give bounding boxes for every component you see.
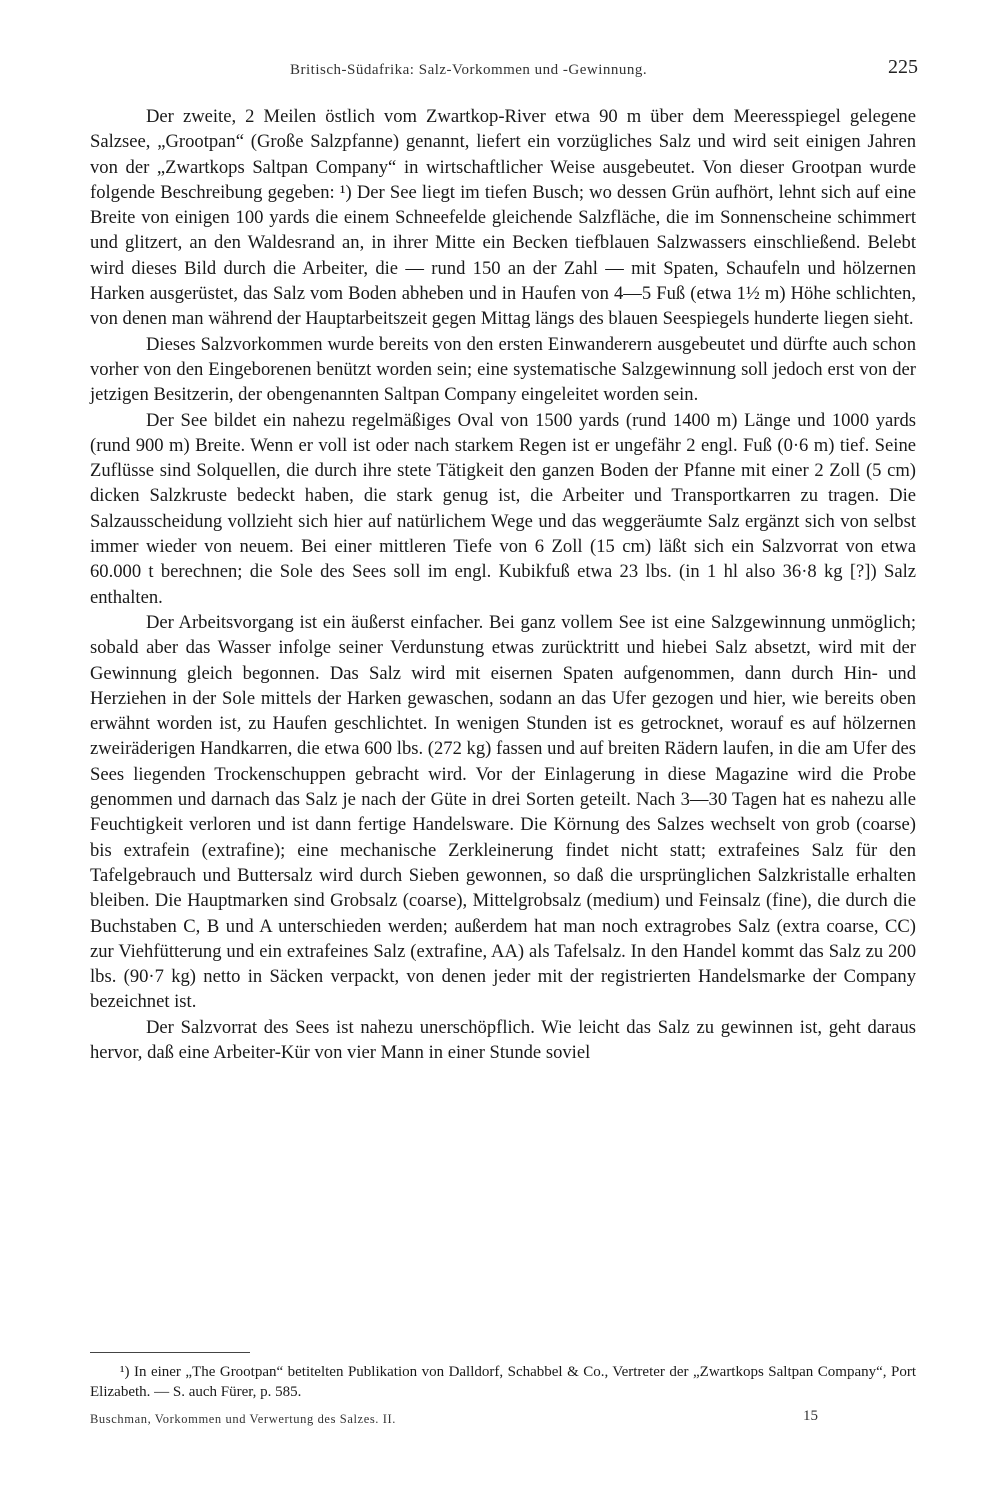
running-head: Britisch-Südafrika: Salz-Vorkommen und -Gewinnung. [290, 62, 648, 78]
body-text [90, 104, 916, 1065]
paragraph-2: Dieses Salzvorkommen wurde bereits von den ersten Einwanderern ausgebeutet und dürfte auch schon vorher von den Eingeborenen benützt worden sein; eine systematische Salzgewinnung soll jedoch erst von der jetzigen Besitzerin, der obengenannten Saltpan Company eingeleitet worden sein. [90, 333, 916, 406]
footnote-rule [90, 1352, 250, 1353]
paragraph-1: Der zweite, 2 Meilen östlich vom Zwartkop-River etwa 90 m über dem Meeresspiegel gelegene Salzsee, „Grootpan“ (Große Salzpfanne) genannt, liefert ein vorzügliches Salz und wird seit einigen Jahren von der „Zwartkops Saltpan Company“ in wirtschaftlicher Weise ausgebeutet. Von dieser Grootpan wurde folgende Beschreibung gegeben: ¹) Der See liegt im tiefen Busch; wo dessen Grün aufhört, lehnt sich auf eine Breite von einigen 100 yards die einem Schneefelde gleichende Salzfläche, die im Sonnenscheine schimmert und glitzert, an den Waldesrand an, in ihrer Mitte ein Becken tiefblauen Salzwassers einschließend. Belebt wird dieses Bild durch die Arbeiter, die — rund 150 an der Zahl — mit Spaten, Schaufeln und hölzernen Harken ausgerüstet, das Salz vom Boden abheben und in Haufen von 4—5 Fuß (etwa 1½ m) Höhe schlichten, von denen man während der Hauptarbeitszeit gegen Mittag längs des blauen Seespiegels hunderte liegen sieht. [90, 106, 916, 330]
paragraph-4: Der Arbeitsvorgang ist ein äußerst einfacher. Bei ganz vollem See ist eine Salzgewinnung unmöglich; sobald aber das Wasser infolge seiner Verdunstung etwas zurücktritt und hiebei Salz absetzt, wird mit der Gewinnung gleich begonnen. Das Salz wird mit eisernen Spaten aufgenommen, dann durch Hin- und Herziehen in der Sole mittels der Harken gewaschen, sodann an das Ufer gezogen und hier, wie bereits oben erwähnt worden ist, zu Haufen geschlichtet. In wenigen Stunden ist es getrocknet, worauf es auf hölzernen zweiräderigen Handkarren, die etwa 600 lbs. (272 kg) fassen und auf breiten Rädern laufen, in die am Ufer des Sees liegenden Trockenschuppen gebracht wird. Vor der Einlagerung in diese Magazine wird die Probe genommen und darnach das Salz je nach der Güte in drei Sorten geteilt. Nach 3—30 Tagen hat es nahezu alle Feuchtigkeit verloren und ist dann fertige Handelsware. Die Körnung des Salzes wechselt von grob (coarse) bis extrafein (extrafine); eine mechanische Zerkleinerung findet nicht statt; extrafeines Salz für den Tafelgebrauch und Buttersalz wird durch Sieben gewonnen, so daß die ursprünglichen Salzkristalle erhalten bleiben. Die Hauptmarken sind Grobsalz (coarse), Mittelgrobsalz (medium) und Feinsalz (fine), die durch die Buchstaben C, B und A unterschieden werden; außerdem hat man noch extragrobes Salz (extra coarse, CC) zur Viehfütterung und ein extrafeines Salz (extrafine, AA) als Tafelsalz. In den Handel kommt das Salz zu 200 lbs. (90·7 kg) netto in Säcken verpackt, von denen jeder mit der registrierten Handelsmarke der Company bezeichnet ist. [90, 611, 916, 1013]
page-number: 225 [888, 56, 918, 78]
printer-signature: Buschman, Vorkommen und Verwertung des Salzes. II. [90, 1412, 397, 1426]
footnote: ¹) In einer „The Grootpan“ betitelten Publikation von Dalldorf, Schabbel & Co., Vertreter der „Zwartkops Saltpan Company“, Port Elizabeth. — S. auch Fürer, p. 585. [90, 1364, 916, 1400]
paragraph-3: Der See bildet ein nahezu regelmäßiges Oval von 1500 yards (rund 1400 m) Länge und 1000 yards (rund 900 m) Breite. Wenn er voll ist oder nach starkem Regen ist er ungefähr 2 engl. Fuß (0·6 m) tief. Seine Zuflüsse sind Solquellen, die durch ihre stete Tätigkeit den ganzen Boden der Pfanne mit einer 2 Zoll (5 cm) dicken Salzkruste bedeckt haben, die stark genug ist, die Arbeiter und Transportkarren zu tragen. Die Salzausscheidung vollzieht sich hier auf natürlichem Wege und das weggeräumte Salz ergänzt sich von selbst immer wieder von neuem. Bei einer mittleren Tiefe von 6 Zoll (15 cm) läßt sich ein Salzvorrat von etwa 60.000 t berechnen; die Sole des Sees soll im engl. Kubikfuß etwa 23 lbs. (in 1 hl also 36·8 kg [?]) Salz enthalten. [90, 409, 916, 608]
paragraph-5: Der Salzvorrat des Sees ist nahezu unerschöpflich. Wie leicht das Salz zu gewinnen ist, geht daraus hervor, daß eine Arbeiter-Kür von vier Mann in einer Stunde soviel [90, 1016, 916, 1063]
sheet-mark: 15 [803, 1408, 818, 1424]
